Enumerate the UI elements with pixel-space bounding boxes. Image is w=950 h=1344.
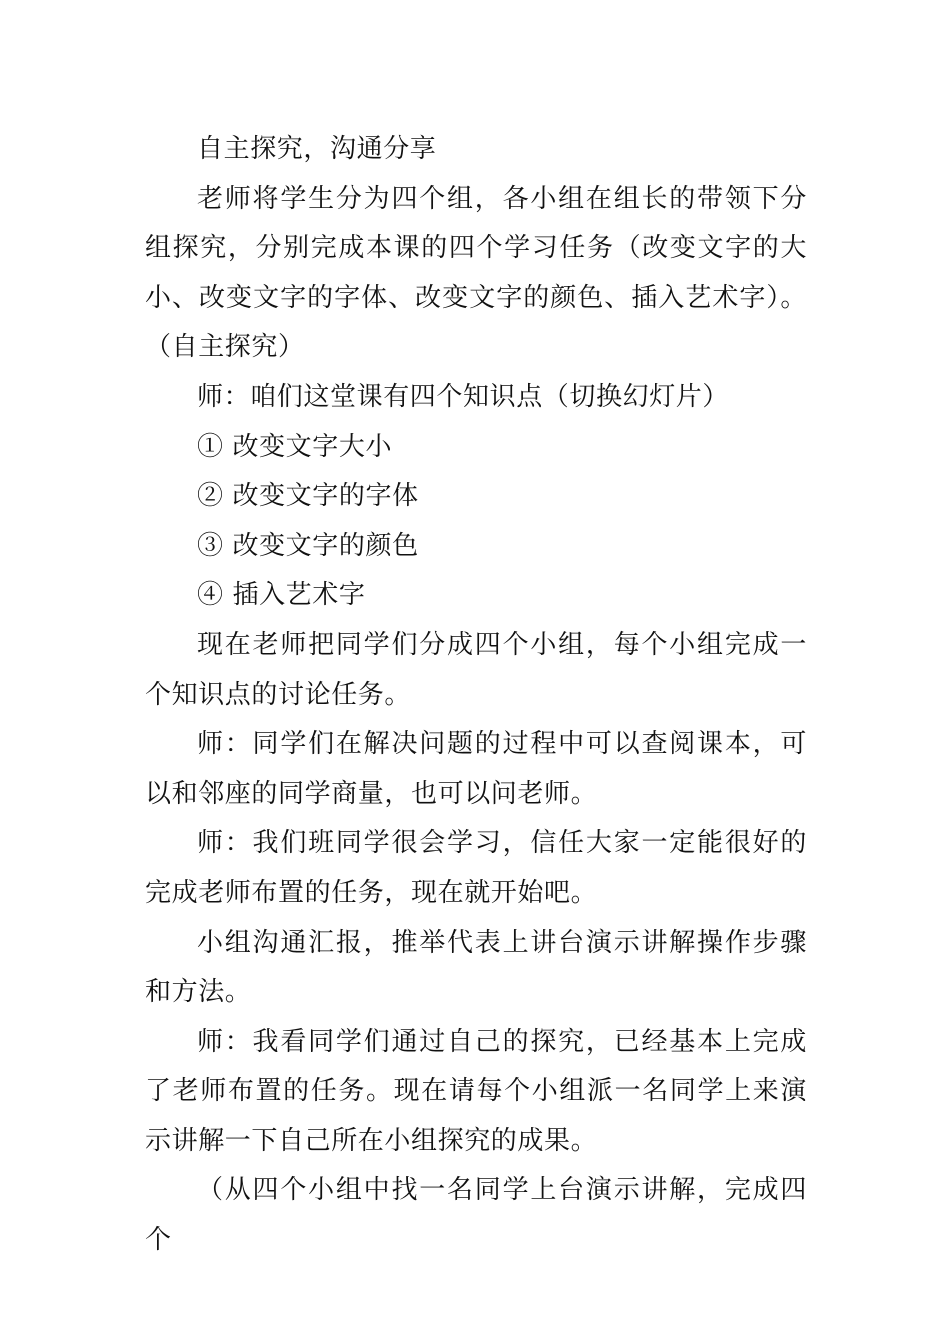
paragraph: 老师将学生分为四个组，各小组在组长的带领下分组探究，分别完成本课的四个学习任务（改变文字的大小、改变文字的字体、改变文字的颜色、插入艺术字）。（自主探究） — [145, 183, 807, 363]
section-heading: 自主探究，沟通分享 — [197, 134, 437, 164]
paragraph: 师：同学们在解决问题的过程中可以查阅课本，可以和邻座的同学商量，也可以问老师。 — [145, 729, 807, 809]
document-body — [145, 125, 807, 1266]
paragraph: 师：我们班同学很会学习，信任大家一定能很好的完成老师布置的任务，现在就开始吧。 — [145, 828, 807, 908]
list-item: ④ 插入艺术字 — [197, 580, 366, 611]
paragraph: 现在老师把同学们分成四个小组，每个小组完成一个知识点的讨论任务。 — [145, 629, 807, 710]
list-item: ① 改变文字大小 — [197, 431, 393, 462]
paragraph: 师：我看同学们通过自己的探究，已经基本上完成了老师布置的任务。现在请每个小组派一名同学上来演示讲解一下自己所在小组探究的成果。 — [145, 1026, 807, 1156]
paragraph: 师：咱们这堂课有四个知识点（切换幻灯片） — [197, 381, 730, 412]
list-item: ② 改变文字的字体 — [197, 481, 419, 512]
paragraph: （从四个小组中找一名同学上台演示讲解，完成四个 — [145, 1175, 807, 1256]
paragraph: 小组沟通汇报，推举代表上讲台演示讲解操作步骤和方法。 — [145, 927, 807, 1008]
list-item: ③ 改变文字的颜色 — [197, 530, 419, 561]
